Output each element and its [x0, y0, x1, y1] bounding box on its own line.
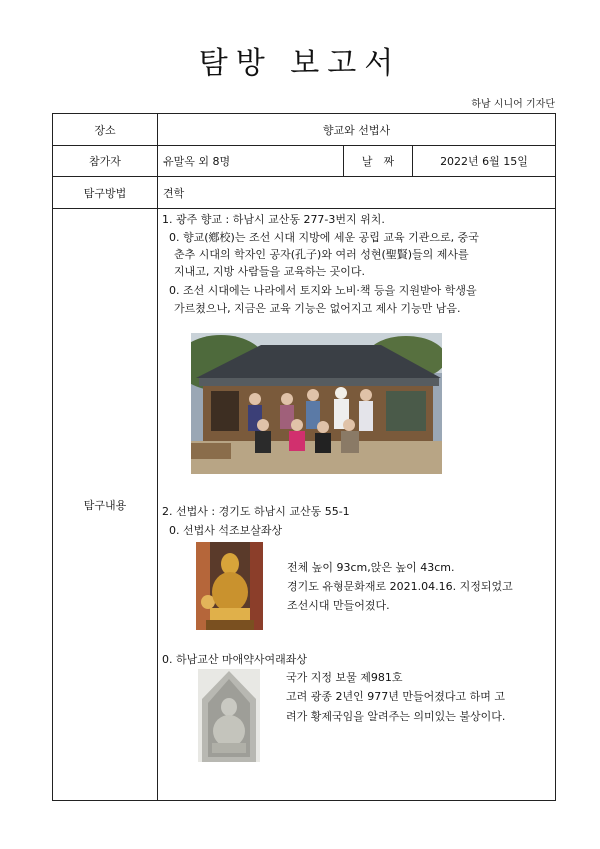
s2-sub2-title: 0. 하남교산 마애약사여래좌상: [162, 653, 307, 666]
s2-sub2-text1: 국가 지정 보물 제981호: [286, 671, 403, 684]
hyanggyo-group-photo: [191, 333, 442, 474]
participants-value: 유말옥 외 8명: [158, 146, 344, 177]
participants-label: 참가자: [53, 146, 158, 177]
date-value: 2022년 6월 15일: [413, 146, 556, 177]
s1-bullet2-line2: 가르쳤으나, 지금은 교육 기능은 없어지고 제사 기능만 남음.: [174, 302, 461, 315]
content-cell: [158, 209, 556, 801]
report-title: 탐방 보고서: [198, 46, 402, 81]
s2-sub2-text3: 려가 황제국임을 알려주는 의미있는 불상이다.: [286, 710, 506, 723]
s2-sub2-text2: 고려 광종 2년인 977년 만들어졌다고 하며 고: [286, 690, 505, 703]
s2-sub1-title: 0. 선법사 석조보살좌상: [169, 524, 283, 537]
bodhisattva-statue-photo: [196, 542, 263, 630]
place-value: 향교와 선법사: [158, 114, 556, 146]
s2-sub1-text3: 조선시대 만들어졌다.: [287, 599, 390, 612]
s2-sub1-text1: 전체 높이 93cm,앉은 높이 43cm.: [287, 561, 455, 574]
method-value: 견학: [158, 177, 556, 209]
rock-buddha-photo: [198, 669, 260, 762]
s1-bullet1-line3: 지내고, 지방 사람들을 교육하는 곳이다.: [174, 265, 365, 278]
s2-heading: 2. 선법사 : 경기도 하남시 교산동 55-1: [162, 505, 350, 518]
s1-bullet1-line1: 0. 향교(鄕校)는 조선 시대 지방에 세운 공립 교육 기관으로, 중국: [169, 231, 479, 244]
report-table: [52, 113, 556, 801]
s1-bullet1-line2: 춘추 시대의 학자인 공자(孔子)와 여러 성현(聖賢)들의 제사를: [174, 248, 469, 261]
place-label: 장소: [53, 114, 158, 146]
author-label: 하남 시니어 기자단: [471, 99, 555, 110]
s2-sub1-text2: 경기도 유형문화재로 2021.04.16. 지정되었고: [287, 580, 513, 593]
method-label: 탐구방법: [53, 177, 158, 209]
s1-bullet2-line1: 0. 조선 시대에는 나라에서 토지와 노비·책 등을 지원받아 학생을: [169, 284, 477, 297]
s1-heading: 1. 광주 향교 : 하남시 교산동 277-3번지 위치.: [162, 213, 385, 226]
content-label: 탐구내용: [53, 209, 158, 801]
date-label: 날 짜: [344, 146, 413, 177]
